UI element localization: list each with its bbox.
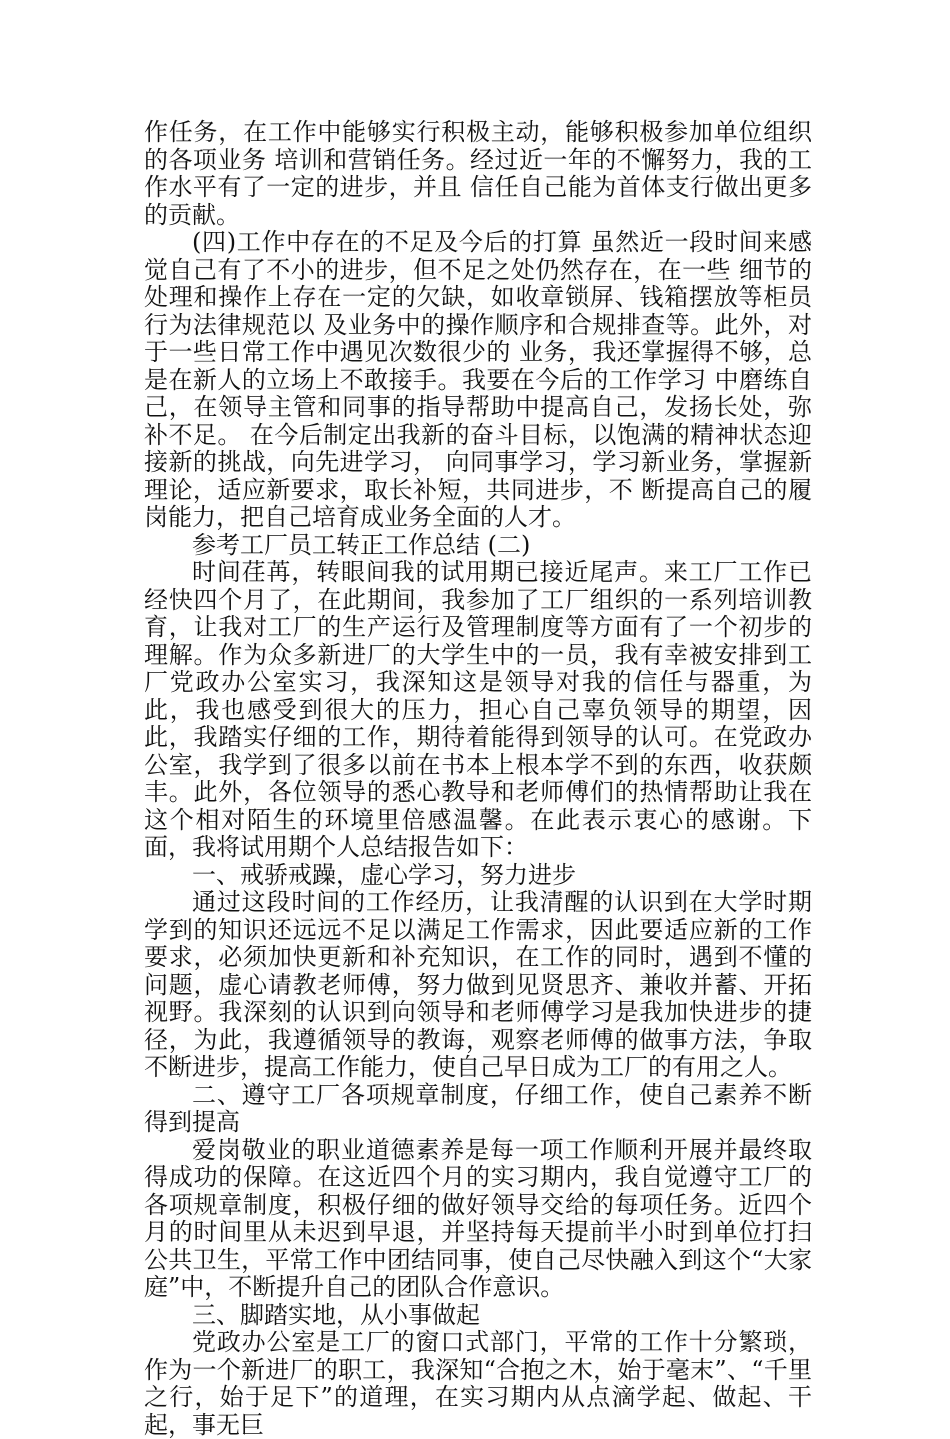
section-heading: 一、戒骄戒躁，虚心学习，努力进步 — [192, 860, 576, 889]
document-body — [144, 119, 812, 1439]
paragraph: 爱岗敬业的职业道德素养是每一项工作顺利开展并最终取得成功的保障。在这近四个月的实习期内，我自觉遵守工厂的各项规章制度，积极仔细的做好领导交给的每项任务。近四个月的时间里从未迟到早退，并坚持每天提前半小时到单位打扫公共卫生，平常工作中团结同事，使自己尽快融入到这个“大家庭”中，不断提升自己的团队合作意识。 — [144, 1135, 812, 1301]
section-title: 参考工厂员工转正工作总结 (二) — [192, 530, 531, 559]
paragraph: 作任务，在工作中能够实行积极主动，能够积极参加单位组织的各项业务 培训和营销任务。经过近一年的不懈努力，我的工作水平有了一定的进步，并且 信任自己能为首体支行做出更多的贡献。 — [144, 118, 812, 229]
section-heading: 二、遵守工厂各项规章制度，仔细工作，使自己素养不断得到提高 — [144, 1080, 812, 1136]
paragraph: (四)工作中存在的不足及今后的打算 虽然近一段时间来感觉自己有了不小的进步，但不足之处仍然存在，在一些 细节的处理和操作上存在一定的欠缺，如收章锁屏、钱箱摆放等柜员行为法律规范以 及业务中的操作顺序和合规排查等。此外，对于一些日常工作中遇见次数很少的 业务，我还掌握得不够，总是在新人的立场上不敢接手。我要在今后的工作学习 中磨练自己，在领导主管和同事的指导帮助中提高自己，发扬长处，弥补不足。 在今后制定出我新的奋斗目标，以饱满的精神状态迎接新的挑战，向先进学习， 向同事学习，学习新业务，掌握新理论，适应新要求，取长补短，共同进步，不 断提高自己的履岗能力，把自己培育成业务全面的人才。 — [144, 228, 812, 531]
section-heading: 三、脚踏实地，从小事做起 — [192, 1300, 480, 1329]
paragraph: 通过这段时间的工作经历，让我清醒的认识到在大学时期学到的知识还远远不足以满足工作需求，因此要适应新的工作要求，必须加快更新和补充知识，在工作的同时，遇到不懂的问题，虚心请教老师傅，努力做到见贤思齐、兼收并蓄、开拓视野。我深刻的认识到向领导和老师傅学习是我加快进步的捷径，为此，我遵循领导的教诲，观察老师傅的做事方法，争取不断进步，提高工作能力，使自己早日成为工厂的有用之人。 — [144, 888, 812, 1081]
paragraph: 党政办公室是工厂的窗口式部门，平常的工作十分繁琐，作为一个新进厂的职工，我深知“合抱之木，始于毫末”、“千里之行，始于足下”的道理，在实习期内从点滴学起、做起、干起，事无巨 — [144, 1328, 812, 1439]
paragraph: 时间荏苒，转眼间我的试用期已接近尾声。来工厂工作已经快四个月了，在此期间，我参加了工厂组织的一系列培训教育，让我对工厂的生产运行及管理制度等方面有了一个初步的理解。作为众多新进厂的大学生中的一员，我有幸被安排到工厂党政办公室实习，我深知这是领导对我的信任与器重，为此，我也感受到很大的压力，担心自己辜负领导的期望，因此，我踏实仔细的工作，期待着能得到领导的认可。在党政办公室，我学到了很多以前在书本上根本学不到的东西，收获颇丰。此外，各位领导的悉心教导和老师傅们的热情帮助让我在这个相对陌生的环境里倍感温馨。在此表示衷心的感谢。下面，我将试用期个人总结报告如下： — [144, 558, 812, 861]
